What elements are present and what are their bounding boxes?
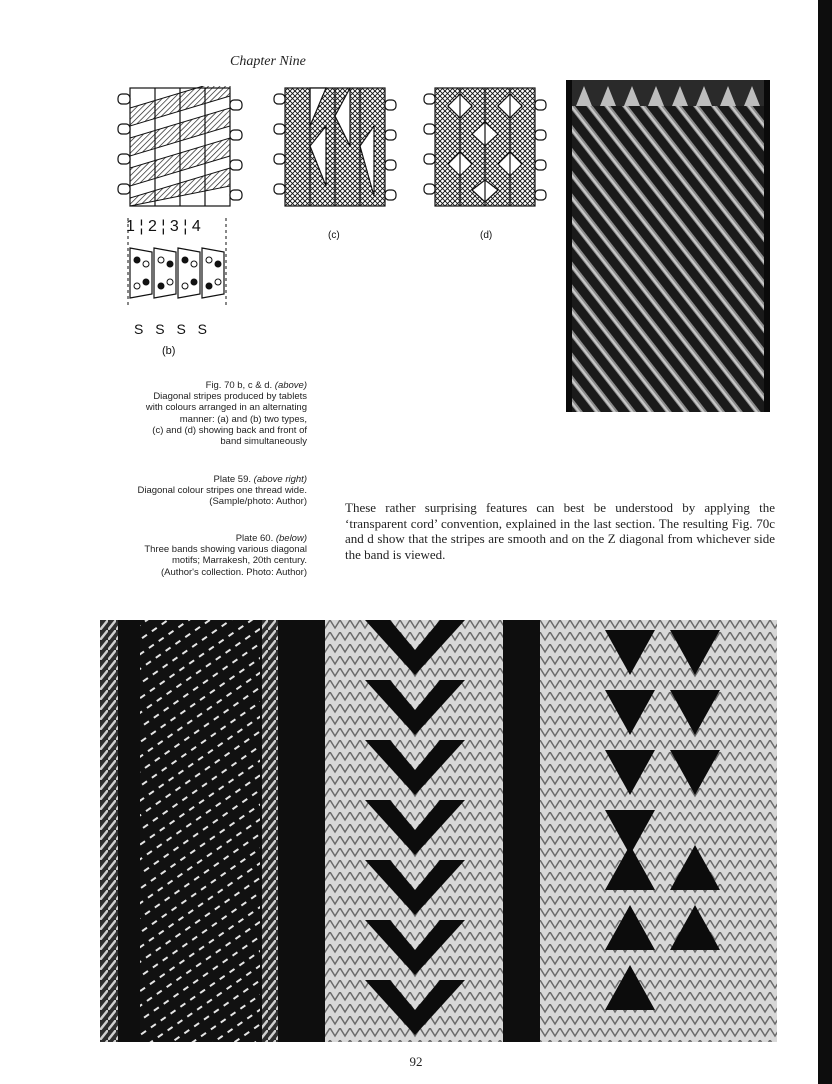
threading-letters: S S S S bbox=[134, 321, 208, 337]
caption-line: Three bands showing various diagonal bbox=[144, 544, 307, 556]
running-head: Chapter Nine bbox=[230, 54, 306, 69]
tablet-numbers: 1 ¦ 2 ¦ 3 ¦ 4 bbox=[126, 218, 201, 235]
fig-70c-diagram bbox=[270, 86, 400, 246]
band-3 bbox=[540, 620, 777, 1042]
caption-line: Diagonal stripes produced by tablets bbox=[153, 391, 307, 403]
page-number: 92 bbox=[409, 1054, 423, 1069]
label-c: (c) bbox=[328, 230, 340, 241]
caption-line: band simultaneously bbox=[220, 436, 307, 448]
plate-59-photo bbox=[566, 80, 770, 412]
band-2 bbox=[325, 620, 503, 1042]
caption-plate-59-qualifier: (above right) bbox=[253, 474, 307, 485]
label-d: (d) bbox=[480, 230, 493, 241]
caption-plate-60-qualifier: (below) bbox=[275, 533, 307, 544]
caption-plate-60 bbox=[60, 533, 307, 578]
fig-70d-diagram bbox=[420, 86, 550, 246]
plate-60-photo bbox=[100, 620, 777, 1042]
tablet-cards bbox=[130, 248, 224, 298]
caption-line: manner: (a) and (b) two types, bbox=[179, 413, 307, 425]
caption-plate-59-title: Plate 59. bbox=[213, 474, 252, 485]
page-edge bbox=[818, 0, 832, 1084]
caption-line: (Author's collection. Photo: Author) bbox=[161, 566, 307, 578]
caption-line: Diagonal colour stripes one thread wide. bbox=[137, 485, 307, 497]
caption-plate-60-title: Plate 60. bbox=[235, 533, 274, 544]
caption-fig-70 bbox=[60, 380, 307, 447]
caption-plate-59 bbox=[60, 474, 307, 508]
caption-fig-70-qualifier: (above) bbox=[274, 380, 307, 391]
caption-line: (Sample/photo: Author) bbox=[209, 496, 307, 508]
caption-line: (c) and (d) showing back and front of bbox=[152, 424, 307, 436]
label-b: (b) bbox=[162, 345, 176, 357]
caption-line: with colours arranged in an alternating bbox=[145, 402, 307, 414]
caption-fig-70-title: Fig. 70 b, c & d. bbox=[205, 380, 273, 391]
caption-line: motifs; Marrakesh, 20th century. bbox=[172, 555, 307, 567]
body-paragraph: These rather surprising features can best be understood by applying the ‘transparent cord’ convention, explained in the last section. The resulting Fig. 70c and d show that the stripes are smooth and on the Z diagonal from whichever side the band is viewed. bbox=[345, 500, 775, 562]
